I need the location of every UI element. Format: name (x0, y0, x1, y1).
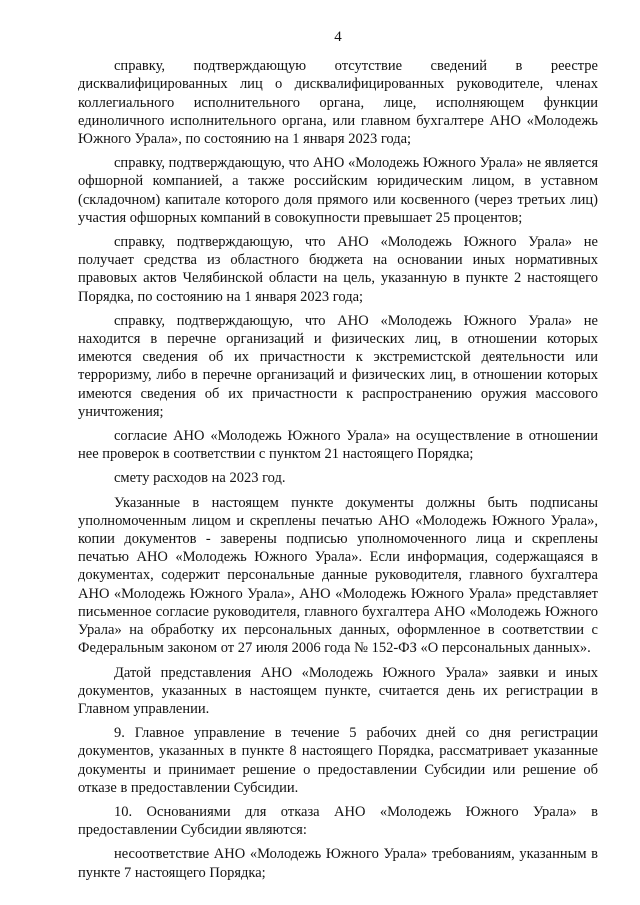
paragraph-item-9: 9. Главное управление в течение 5 рабочих дней со дня регистрации документов, указанных в пункте 8 настоящего Порядка, рассматривает указанные документы и принимает решение о предоставлении Субсидии или решение об отказе в предоставлении Субсидии. (78, 725, 598, 796)
page-number: 4 (334, 29, 342, 45)
paragraph-inspection-consent: согласие АНО «Молодежь Южного Урала» на осуществление в отношении нее проверок в соответствии с пунктом 21 настоящего Порядка; (78, 428, 598, 463)
paragraph-registration-date: Датой представления АНО «Молодежь Южного Урала» заявки и иных документов, указанных в настоящем пункте, считается день их регистрации в Главном управлении. (78, 664, 598, 717)
paragraph-regional-budget: справку, подтверждающую, что АНО «Молодежь Южного Урала» не получает средства из областного бюджета на основании иных нормативных правовых актов Челябинской области на цель, указанную в пункте 2 настоящего Порядка, по состоянию на 1 января 2023 года; (78, 234, 598, 305)
paragraph-document-signing: Указанные в настоящем пункте документы должны быть подписаны уполномоченным лицом и скреплены печатью АНО «Молодежь Южного Урала», копии документов - заверены подписью уполномоченного лица и скреплены печатью АНО «Молодежь Южного Урала». Если информация, содержащаяся в документах, содержит персональные данные руководителя, главного бухгалтера АНО «Молодежь Южного Урала», АНО «Молодежь Южного Урала» представляет письменное согласие руководителя, главного бухгалтера АНО «Молодежь Южного Урала» на обработку их персональных данных, оформленное в соответствии с Федеральным законом от 27 июля 2006 года № 152-ФЗ «О персональных данных». (78, 494, 598, 657)
paragraph-disqualified-registry: справку, подтверждающую отсутствие сведений в реестре дисквалифицированных лиц о дисквалифицированных руководителе, членах коллегиального исполнительного органа, лице, исполняющем функции единоличного исполнительного органа, или главном бухгалтере АНО «Молодежь Южного Урала», по состоянию на 1 января 2023 года; (78, 58, 598, 148)
paragraph-offshore: справку, подтверждающую, что АНО «Молодежь Южного Урала» не является офшорной компанией, а также российским юридическим лицом, в уставном (складочном) капитале которого доля прямого или косвенного (через третьих лиц) участия офшорных компаний в совокупности превышает 25 процентов; (78, 155, 598, 226)
paragraph-extremism-list: справку, подтверждающую, что АНО «Молодежь Южного Урала» не находится в перечне организаций и физических лиц, в отношении которых имеются сведения об их причастности к экстремистской деятельности или терроризму, либо в перечне организаций и физических лиц, в отношении которых имеются сведения об их причастности к распространению оружия массового уничтожения; (78, 312, 598, 420)
document-page (78, 28, 598, 882)
paragraph-nonconformity: несоответствие АНО «Молодежь Южного Урала» требованиям, указанным в пункте 7 настоящего Порядка; (78, 846, 598, 881)
paragraph-expense-estimate: смету расходов на 2023 год. (114, 470, 286, 487)
paragraph-item-10: 10. Основаниями для отказа АНО «Молодежь Южного Урала» в предоставлении Субсидии являются: (78, 803, 598, 839)
